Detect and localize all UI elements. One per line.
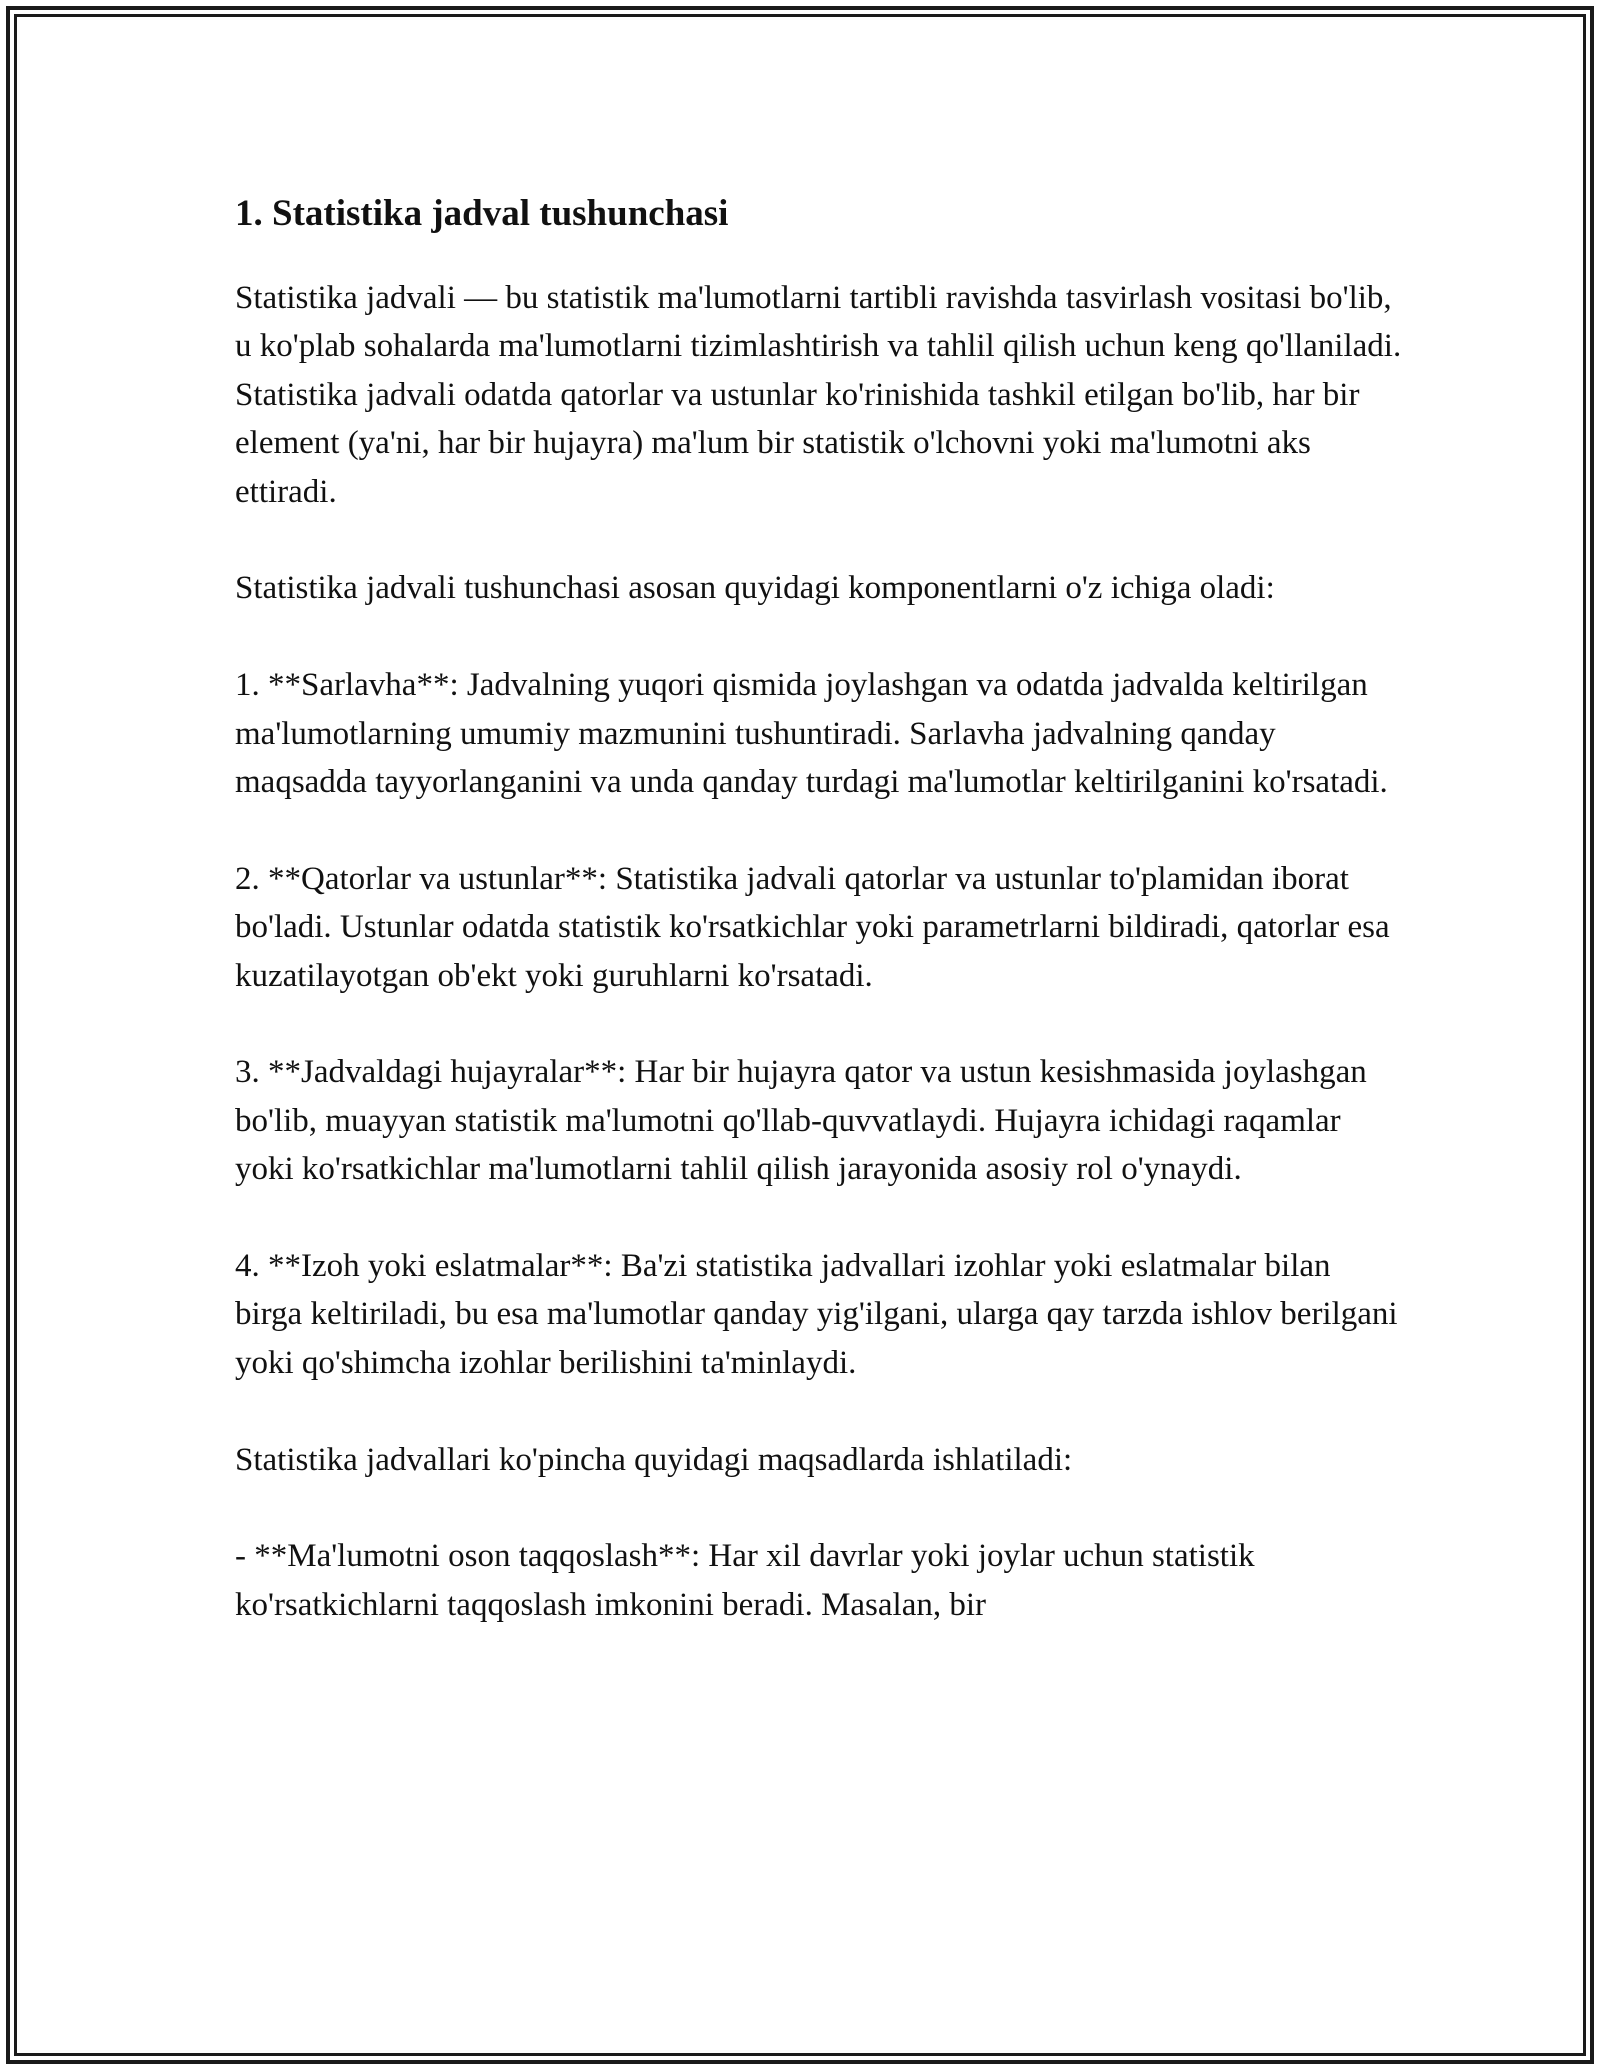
list-item-qatorlar-ustunlar: 2. **Qatorlar va ustunlar**: Statistika jadvali qatorlar va ustunlar to'plamidan iborat bo'ladi. Ustunlar odatda statistik ko'rsatkichlar yoki parametrlarni bildiradi, qatorlar esa kuzatilayotgan ob'ekt yoki guruhlarni ko'rsatadi. xyxy=(235,860,1390,994)
paragraph-purposes-intro: Statistika jadvallari ko'pincha quyidagi maqsadlarda ishlatiladi: xyxy=(235,1441,1073,1478)
bullet-item-taqqoslash: - **Ma'lumotni oson taqqoslash**: Har xil davrlar yoki joylar uchun statistik ko'rsatkichlarni taqqoslash imkonini beradi. Masalan, bir xyxy=(235,1538,1255,1623)
document-body xyxy=(235,188,1405,1678)
list-item-hujayralar: 3. **Jadvaldagi hujayralar**: Har bir hujayra qator va ustun kesishmasida joylashgan bo'lib, muayyan statistik ma'lumotni qo'llab-quvvatlaydi. Hujayra ichidagi raqamlar yoki ko'rsatkichlar ma'lumotlarni tahlil qilish jarayonida asosiy rol o'ynaydi. xyxy=(235,1054,1367,1188)
section-heading: 1. Statistika jadval tushunchasi xyxy=(235,193,729,234)
list-item-izoh: 4. **Izoh yoki eslatmalar**: Ba'zi statistika jadvallari izohlar yoki eslatmalar bilan birga keltiriladi, bu esa ma'lumotlar qanday yig'ilgani, ularga qay tarzda ishlov berilgani yoki qo'shimcha izohlar berilishini ta'minlaydi. xyxy=(235,1248,1398,1381)
list-item-sarlavha: 1. **Sarlavha**: Jadvalning yuqori qismida joylashgan va odatda jadvalda keltirilgan ma'lumotlarning umumiy mazmunini tushuntiradi. Sarlavha jadvalning qanday maqsadda tayyorlanganini va unda qanday turdagi ma'lumotlar keltirilganini ko'rsatadi. xyxy=(235,667,1388,801)
paragraph-definition: Statistika jadvali — bu statistik ma'lumotlarni tartibli ravishda tasvirlash vositasi bo'lib, u ko'plab sohalarda ma'lumotlarni tizimlashtirish va tahlil qilish uchun keng qo'llaniladi. Statistika jadvali odatda qatorlar va ustunlar ko'rinishida tashkil etilgan bo'lib, har bir element (ya'ni, har bir hujayra) ma'lum bir statistik o'lchovni yoki ma'lumotni aks ettiradi. xyxy=(235,280,1402,510)
paragraph-components-intro: Statistika jadvali tushunchasi asosan quyidagi komponentlarni o'z ichiga oladi: xyxy=(235,570,1275,607)
